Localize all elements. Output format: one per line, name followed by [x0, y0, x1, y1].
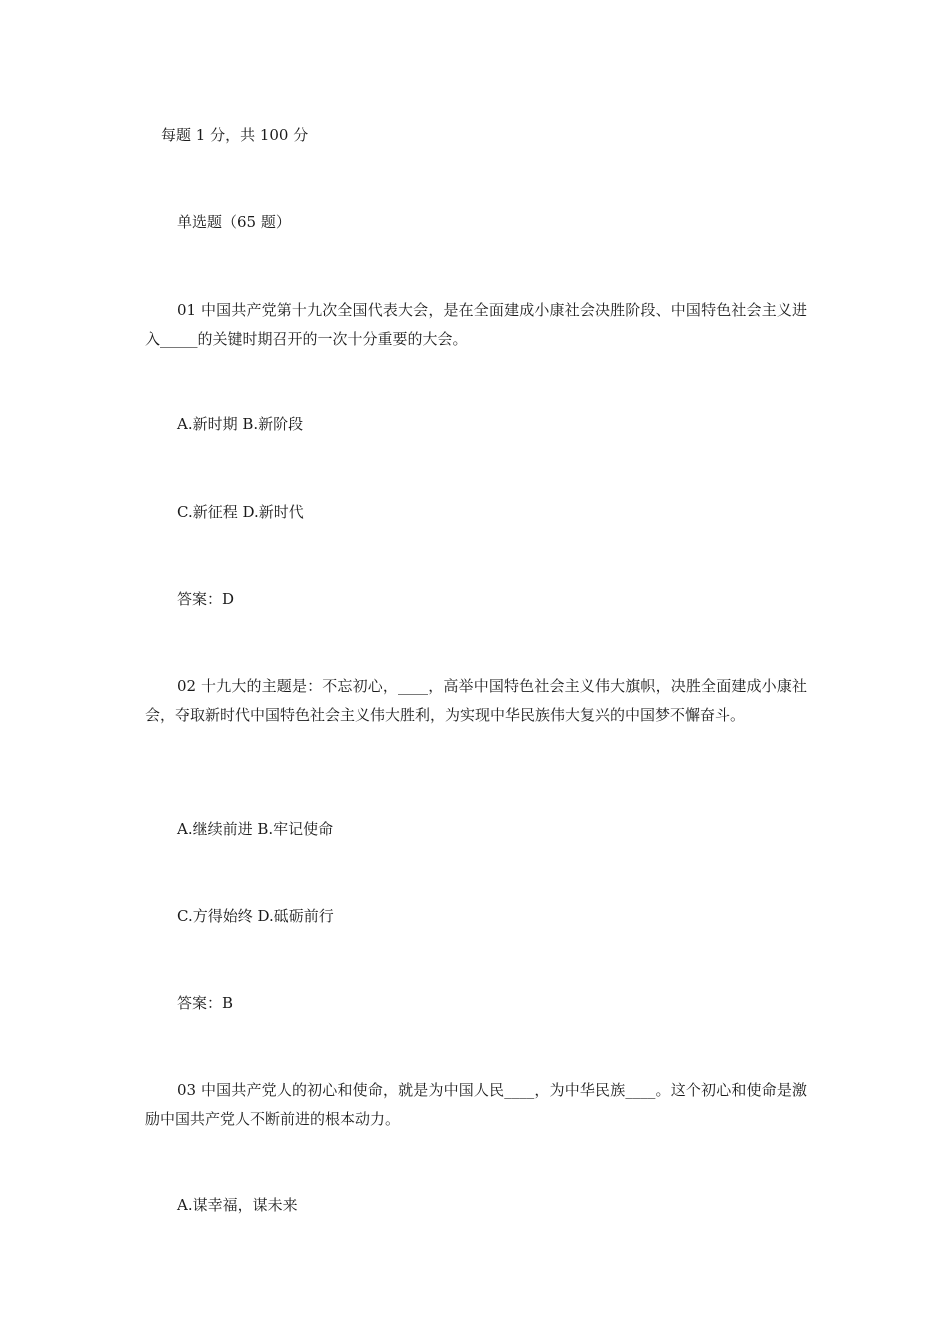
question-03-option-a: A.谋幸福，谋未来	[177, 1196, 298, 1214]
question-01-text: 01 中国共产党第十九次全国代表大会，是在全面建成小康社会决胜阶段、中国特色社会主义进入_____的关键时期召开的一次十分重要的大会。	[145, 301, 807, 348]
question-02-text: 02 十九大的主题是：不忘初心，____，高举中国特色社会主义伟大旗帜，决胜全面建成小康社会，夺取新时代中国特色社会主义伟大胜利，为实现中华民族伟大复兴的中国梦不懈奋斗。	[145, 677, 807, 724]
scoring-note: 每题 1 分，共 100 分	[161, 126, 309, 144]
question-03-text: 03 中国共产党人的初心和使命，就是为中国人民____，为中华民族____。这个初心和使命是激励中国共产党人不断前进的根本动力。	[145, 1081, 807, 1128]
question-02-answer: 答案：B	[177, 994, 234, 1012]
question-02-options-ab: A.继续前进 B.牢记使命	[177, 820, 334, 838]
question-01-options-cd: C.新征程 D.新时代	[177, 503, 304, 521]
question-01-options-ab: A.新时期 B.新阶段	[177, 415, 304, 433]
question-01-answer: 答案：D	[177, 590, 235, 608]
section-heading: 单选题（65 题）	[177, 213, 291, 231]
question-02-options-cd: C.方得始终 D.砥砺前行	[177, 907, 334, 925]
